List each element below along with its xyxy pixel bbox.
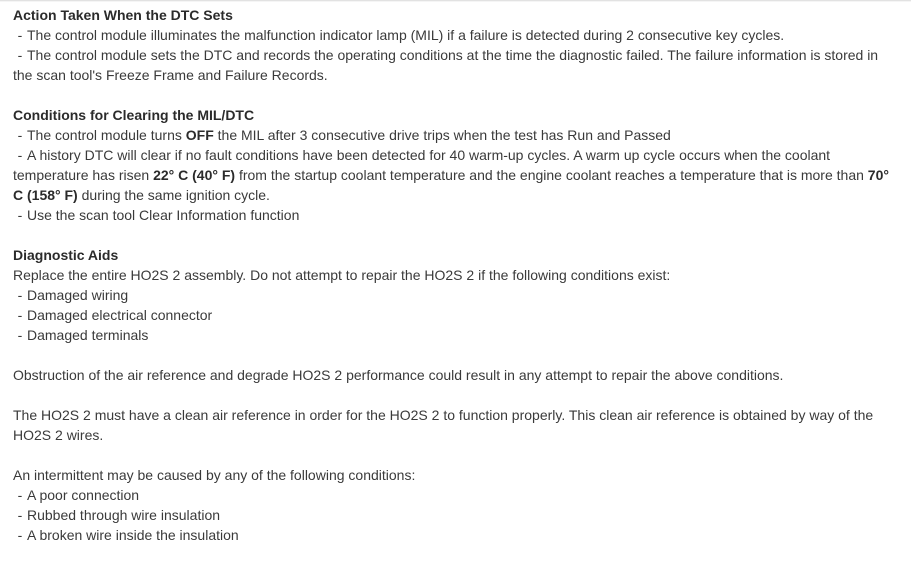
section-heading: Conditions for Clearing the MIL/DTC	[13, 107, 255, 123]
spacer	[13, 345, 897, 365]
list-item: - Damaged wiring	[13, 285, 897, 305]
bullet-dash: -	[17, 27, 23, 43]
list-item: - A poor connection	[13, 485, 897, 505]
section-diagnostic-aids	[13, 245, 897, 545]
bullet-dash: -	[17, 287, 23, 303]
list-item: - The control module illuminates the malfunction indicator lamp (MIL) if a failure is detected during 2 consecutive key cycles.	[13, 25, 897, 45]
spacer	[13, 385, 897, 405]
emphasis-text: 22° C (40° F)	[153, 167, 236, 183]
section-clearing-conditions	[13, 105, 897, 225]
bullet-dash: -	[17, 307, 23, 323]
list-item: - Use the scan tool Clear Information function	[13, 205, 897, 225]
emphasis-text: 70° C (158° F)	[13, 167, 889, 203]
paragraph: The HO2S 2 must have a clean air reference in order for the HO2S 2 to function properly. This clean air reference is obtained by way of the HO2S 2 wires.	[13, 407, 874, 443]
list-item: - A history DTC will clear if no fault conditions have been detected for 40 warm-up cycles. A warm up cycle occurs when the coolant temperature has risen 22° C (40° F) from the startup coolant temperature and the engine coolant reaches a temperature that is more than 70° C (158° F) during the same ignition cycle.	[13, 147, 889, 203]
list-item: - The control module sets the DTC and records the operating conditions at the time the diagnostic failed. The failure information is stored in the scan tool's Freeze Frame and Failure Records.	[13, 47, 879, 83]
bullet-dash: -	[17, 527, 23, 543]
bullet-dash: -	[17, 47, 23, 63]
section-action-taken	[13, 5, 897, 85]
list-item: - Rubbed through wire insulation	[13, 505, 897, 525]
list-item: - A broken wire inside the insulation	[13, 525, 897, 545]
bullet-dash: -	[17, 507, 23, 523]
emphasis-text: OFF	[185, 127, 214, 143]
bullet-dash: -	[17, 147, 23, 163]
paragraph: Replace the entire HO2S 2 assembly. Do not attempt to repair the HO2S 2 if the following conditions exist:	[13, 267, 671, 283]
list-item: - Damaged terminals	[13, 325, 897, 345]
section-heading: Diagnostic Aids	[13, 247, 119, 263]
list-item: - The control module turns OFF the MIL after 3 consecutive drive trips when the test has Run and Passed	[13, 125, 897, 145]
section-heading: Action Taken When the DTC Sets	[13, 7, 233, 23]
paragraph: An intermittent may be caused by any of the following conditions:	[13, 467, 416, 483]
bullet-dash: -	[17, 127, 23, 143]
list-item: - Damaged electrical connector	[13, 305, 897, 325]
spacer	[13, 445, 897, 465]
bullet-dash: -	[17, 487, 23, 503]
paragraph: Obstruction of the air reference and degrade HO2S 2 performance could result in any attempt to repair the above conditions.	[13, 367, 784, 383]
bullet-dash: -	[17, 327, 23, 343]
bullet-dash: -	[17, 207, 23, 223]
